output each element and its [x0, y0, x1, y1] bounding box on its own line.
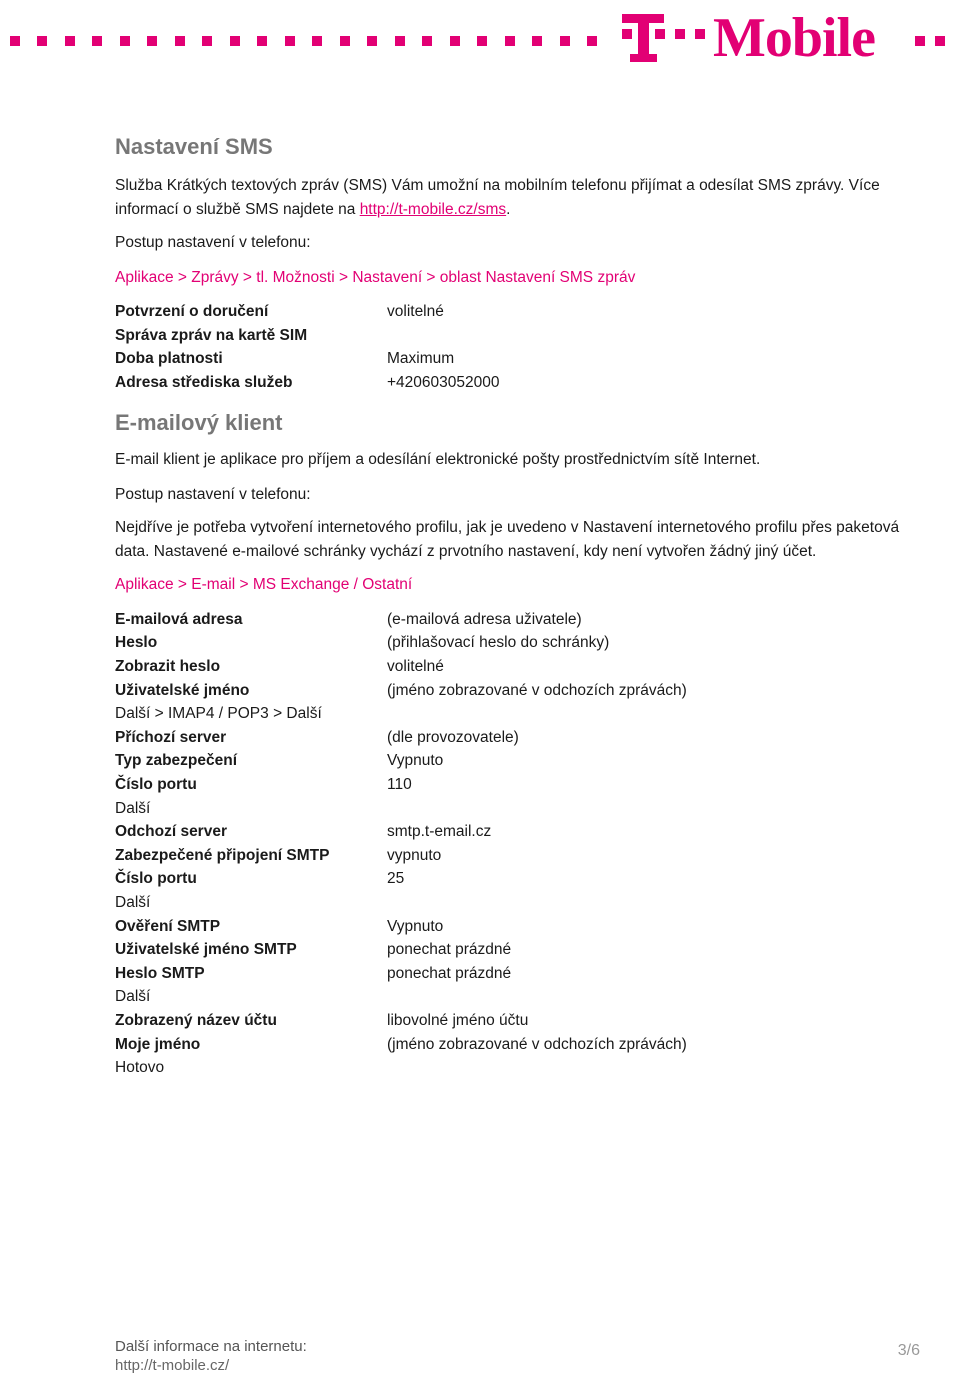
email-menu-path: Aplikace > E-mail > MS Exchange / Ostatní [115, 576, 413, 594]
setting-value: vypnuto [387, 846, 442, 864]
brand-dot [477, 36, 487, 46]
setting-value: ponechat prázdné [387, 941, 512, 959]
setting-label: Správa zpráv na kartě SIM [115, 326, 308, 344]
brand-dot [65, 36, 75, 46]
settings-row [115, 797, 915, 821]
setting-label: Číslo portu [115, 776, 197, 794]
sms-intro-end: . [506, 200, 511, 218]
settings-row [115, 867, 915, 891]
settings-row [115, 891, 915, 915]
sms-section-title: Nastavení SMS [115, 134, 273, 159]
setting-value: ponechat prázdné [387, 964, 512, 982]
setting-label: Heslo SMTP [115, 964, 205, 982]
setting-value: smtp.t-email.cz [387, 823, 492, 841]
settings-row [115, 726, 915, 750]
brand-dot [202, 36, 212, 46]
setting-value: (jméno zobrazované v odchozích zprávách) [387, 681, 687, 699]
brand-dot [422, 36, 432, 46]
setting-label: Typ zabezpečení [115, 752, 238, 770]
setting-value: 25 [387, 870, 405, 888]
brand-dot [915, 36, 925, 46]
header [0, 0, 960, 80]
setting-value: libovolné jméno účtu [387, 1011, 529, 1029]
sms-intro [115, 174, 915, 221]
email-section-title: E-mailový klient [115, 410, 283, 436]
setting-label: E-mailová adresa [115, 610, 243, 628]
setting-value: Vypnuto [387, 752, 444, 770]
setting-value: Maximum [387, 350, 455, 368]
setting-label: Hotovo [115, 1059, 165, 1077]
settings-row [115, 749, 915, 773]
footer-url[interactable]: http://t-mobile.cz/ [115, 1357, 230, 1374]
settings-row [115, 820, 915, 844]
setting-label: Uživatelské jméno SMTP [115, 941, 297, 959]
setting-label: Heslo [115, 634, 158, 652]
sms-menu-path: Aplikace > Zprávy > tl. Možnosti > Nastavení > oblast Nastavení SMS zpráv [115, 268, 636, 286]
footer-title: Další informace na internetu: [115, 1338, 307, 1355]
settings-row [115, 844, 915, 868]
brand-dot [935, 36, 945, 46]
email-postup: Postup nastavení v telefonu: [115, 485, 311, 503]
brand-dot [257, 36, 267, 46]
settings-row [115, 915, 915, 939]
sms-postup: Postup nastavení v telefonu: [115, 234, 311, 251]
brand-dot [285, 36, 295, 46]
settings-row [115, 1056, 915, 1080]
settings-row [115, 347, 915, 371]
brand-wordmark: Mobile [713, 7, 875, 69]
setting-value: Vypnuto [387, 917, 444, 935]
email-settings-table [115, 608, 915, 1080]
brand-dot [395, 36, 405, 46]
settings-row [115, 300, 915, 324]
setting-value: 110 [387, 776, 412, 794]
settings-row [115, 324, 915, 348]
setting-label: Další [115, 799, 151, 817]
setting-label: Odchozí server [115, 823, 227, 841]
setting-label: Příchozí server [115, 728, 227, 746]
settings-row [115, 371, 915, 395]
setting-label: Doba platnosti [115, 350, 223, 368]
settings-row [115, 679, 915, 703]
brand-dot [147, 36, 157, 46]
setting-value: volitelné [387, 658, 444, 676]
sms-info-link[interactable]: http://t-mobile.cz/sms [359, 200, 507, 218]
setting-label: Zobrazený název účtu [115, 1011, 277, 1029]
settings-row [115, 1033, 915, 1057]
brand-dot [230, 36, 240, 46]
brand-dot [450, 36, 460, 46]
brand-dot [367, 36, 377, 46]
setting-label: Další [115, 894, 151, 911]
setting-value: (e-mailová adresa uživatele) [387, 610, 582, 628]
brand-dot [587, 36, 597, 46]
setting-value: (jméno zobrazované v odchozích zprávách) [387, 1035, 687, 1053]
setting-label: Další [115, 988, 151, 1006]
t-logo-icon [618, 4, 713, 66]
setting-label: Potvrzení o doručení [115, 303, 269, 320]
document-body [115, 132, 915, 1080]
setting-label: Adresa střediska služeb [115, 373, 293, 391]
brand-dot [532, 36, 542, 46]
setting-value: (přihlašovací heslo do schránky) [387, 634, 610, 652]
setting-value: (dle provozovatele) [387, 728, 519, 746]
email-intro: E-mail klient je aplikace pro příjem a odesílání elektronické pošty prostřednictvím sítě Internet. [115, 451, 761, 469]
brand-dot [92, 36, 102, 46]
setting-value: volitelné [387, 303, 444, 320]
settings-row [115, 631, 915, 655]
brand-dot [175, 36, 185, 46]
sms-intro-text: Služba Krátkých textových zpráv (SMS) Vám umožní na mobilním telefonu přijímat a odesílat SMS zprávy. Více informací o službě SMS najdete na [115, 177, 880, 218]
brand-dot [120, 36, 130, 46]
brand-dot [312, 36, 322, 46]
settings-row [115, 985, 915, 1009]
settings-row [115, 962, 915, 986]
setting-label: Zobrazit heslo [115, 658, 221, 676]
brand-dot [505, 36, 515, 46]
brand-dot [10, 36, 20, 46]
setting-label: Zabezpečené připojení SMTP [115, 846, 330, 864]
sms-settings-table [115, 300, 915, 394]
brand-dot [37, 36, 47, 46]
setting-value: +420603052000 [387, 373, 500, 391]
brand-dot [340, 36, 350, 46]
settings-row [115, 608, 915, 632]
brand-dot [560, 36, 570, 46]
footer [115, 1337, 307, 1375]
settings-row [115, 773, 915, 797]
settings-row [115, 702, 915, 726]
setting-label: Číslo portu [115, 870, 197, 888]
email-note: Nejdříve je potřeba vytvoření internetového profilu, jak je uvedeno v Nastavení internetového profilu přes paketová data. Nastavené e-mailové schránky vychází z prvotního nastavení, kdy není vytvořen žádný jiný účet. [115, 519, 900, 560]
setting-label: Další > IMAP4 / POP3 > Další [115, 705, 322, 723]
setting-label: Ověření SMTP [115, 917, 221, 935]
setting-label: Uživatelské jméno [115, 681, 250, 699]
page-number: 3/6 [897, 1342, 920, 1359]
settings-row [115, 655, 915, 679]
setting-label: Moje jméno [115, 1035, 201, 1053]
settings-row [115, 1009, 915, 1033]
settings-row [115, 938, 915, 962]
